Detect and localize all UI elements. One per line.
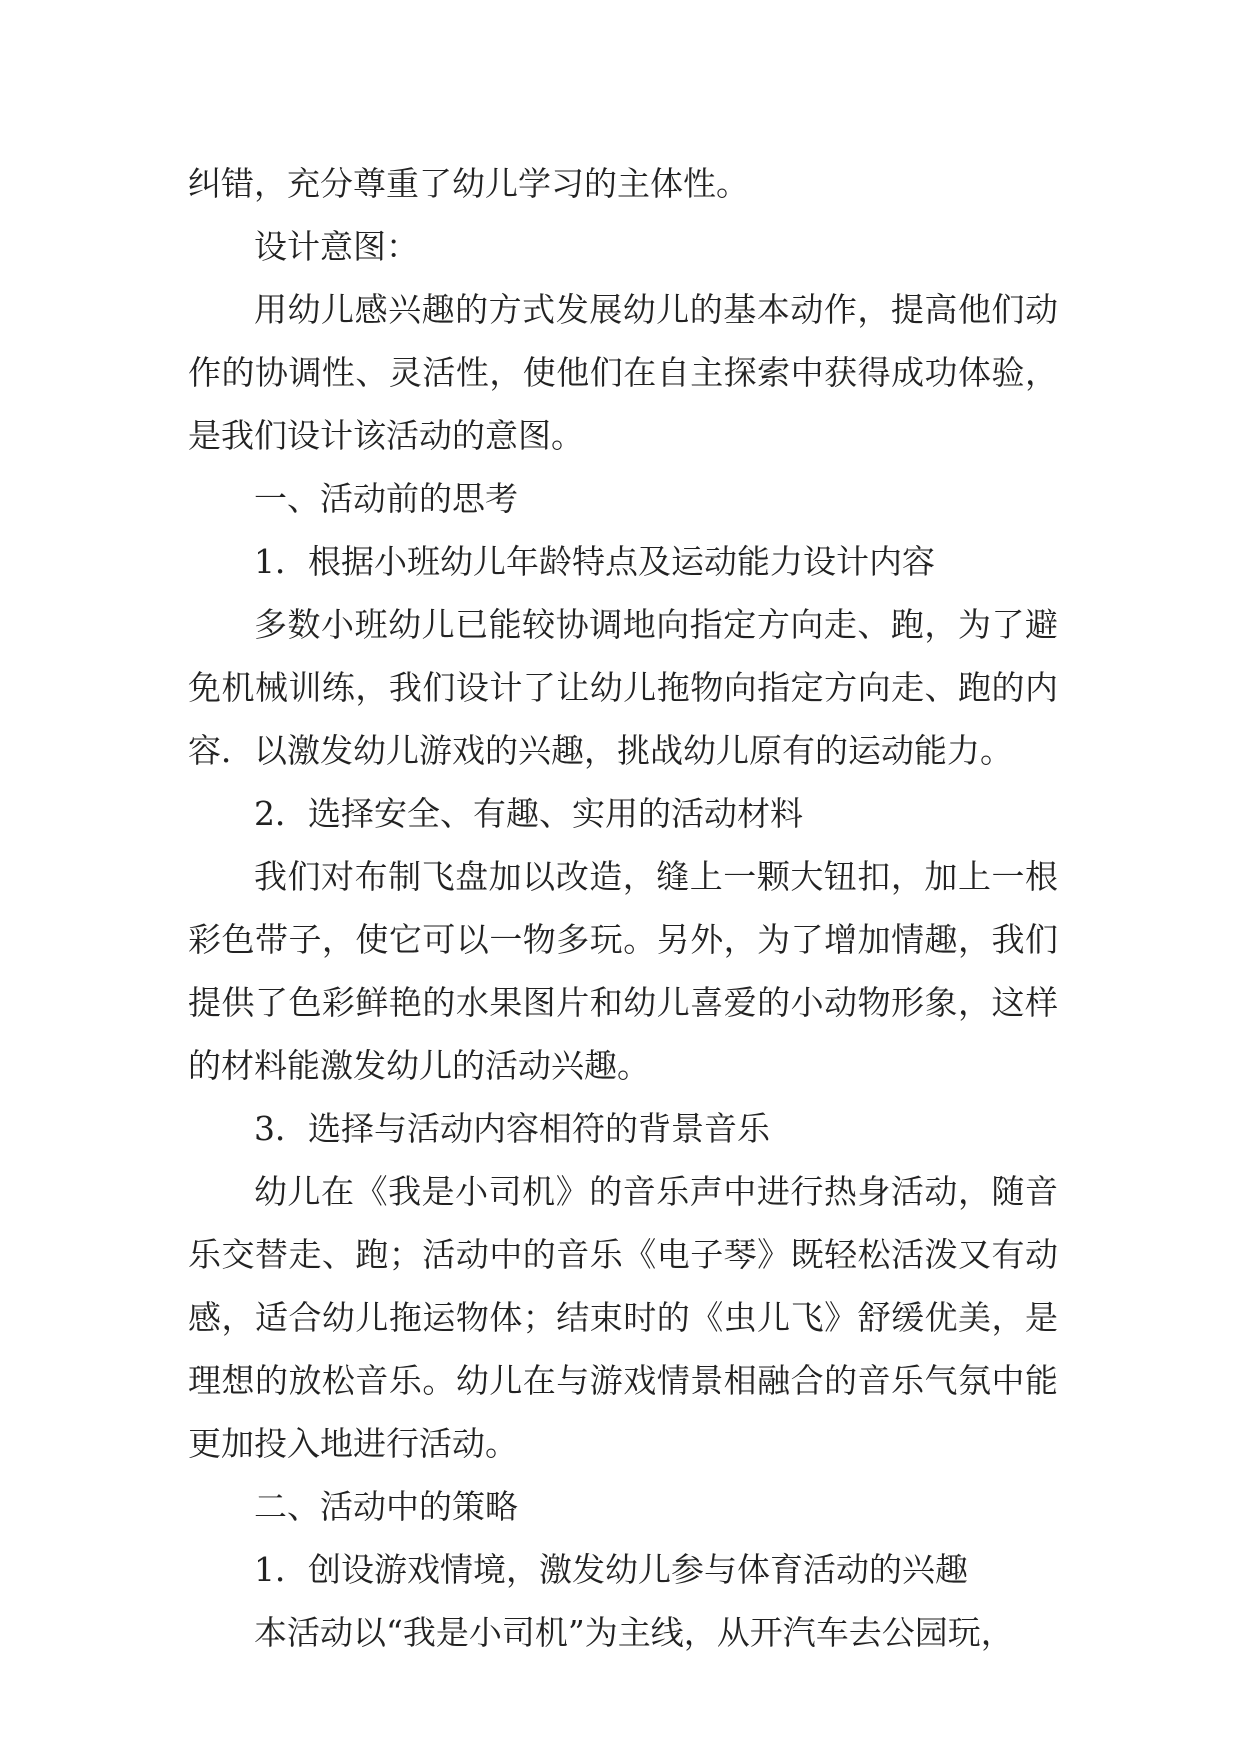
subsection-heading: 2．选择安全、有趣、实用的活动材料 bbox=[254, 794, 803, 833]
paragraph: 用幼儿感兴趣的方式发展幼儿的基本动作，提高他们动作的协调性、灵活性，使他们在自主探索中获得成功体验，是我们设计该活动的意图。 bbox=[188, 290, 1058, 455]
document-body bbox=[188, 152, 1058, 1664]
subsection-heading: 3．选择与活动内容相符的背景音乐 bbox=[254, 1109, 770, 1148]
paragraph: 多数小班幼儿已能较协调地向指定方向走、跑，为了避免机械训练，我们设计了让幼儿拖物向指定方向走、跑的内容．以激发幼儿游戏的兴趣，挑战幼儿原有的运动能力。 bbox=[188, 605, 1058, 770]
paragraph: 本活动以“我是小司机”为主线，从开汽车去公园玩， bbox=[254, 1613, 1014, 1652]
subsection-heading: 1．创设游戏情境，激发幼儿参与体育活动的兴趣 bbox=[254, 1550, 968, 1589]
paragraph: 我们对布制飞盘加以改造，缝上一颗大钮扣，加上一根彩色带子，使它可以一物多玩。另外，为了增加情趣，我们提供了色彩鲜艳的水果图片和幼儿喜爱的小动物形象，这样的材料能激发幼儿的活动兴趣。 bbox=[188, 857, 1058, 1085]
paragraph: 纠错，充分尊重了幼儿学习的主体性。 bbox=[188, 164, 749, 203]
subsection-heading: 1．根据小班幼儿年龄特点及运动能力设计内容 bbox=[254, 542, 935, 581]
section-heading: 一、活动前的思考 bbox=[254, 479, 518, 518]
paragraph: 幼儿在《我是小司机》的音乐声中进行热身活动，随音乐交替走、跑；活动中的音乐《电子琴》既轻松活泼又有动感，适合幼儿拖运物体；结束时的《虫儿飞》舒缓优美，是理想的放松音乐。幼儿在与游戏情景相融合的音乐气氛中能更加投入地进行活动。 bbox=[188, 1172, 1058, 1463]
section-heading: 二、活动中的策略 bbox=[254, 1487, 518, 1526]
paragraph: 设计意图： bbox=[254, 227, 419, 266]
